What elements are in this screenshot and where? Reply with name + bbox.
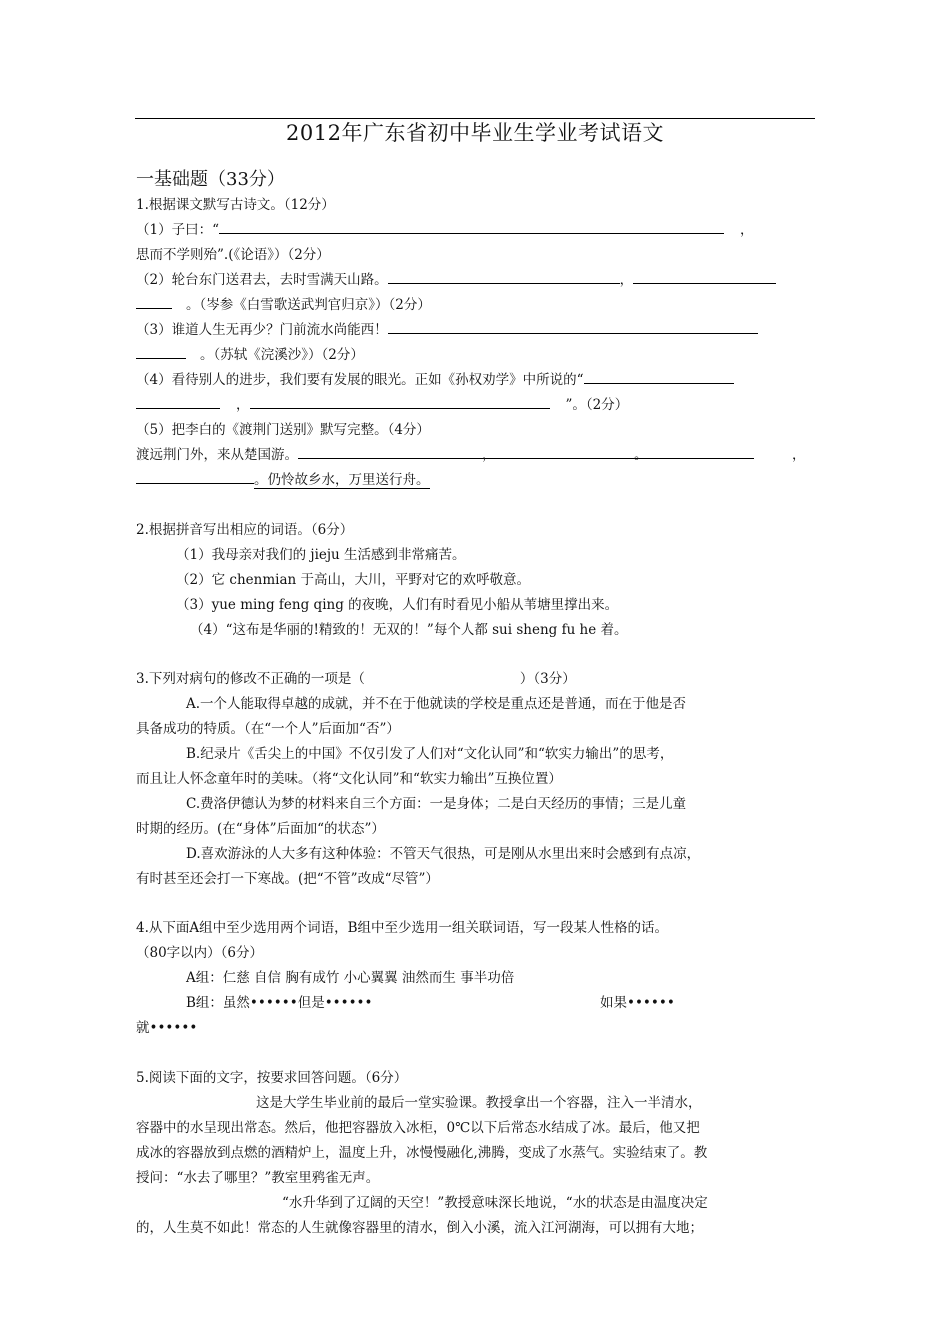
q4-heading: 4.从下面A组中至少选用两个词语，B组中至少选用一组关联词语，写一段某人性格的话。 bbox=[136, 920, 669, 936]
q4-group-b-3: 就•••••• bbox=[136, 1020, 198, 1036]
q2-heading: 2.根据拼音写出相应的词语。（6分） bbox=[136, 522, 354, 538]
answer-blank[interactable] bbox=[219, 219, 724, 234]
q1-item-4 bbox=[136, 369, 734, 391]
q1-item-5 bbox=[136, 444, 754, 466]
answer-blank[interactable] bbox=[388, 269, 620, 284]
q1-item-5-comma-2: ， bbox=[792, 447, 806, 463]
q3-option-b: B.纪录片《舌尖上的中国》不仅引发了人们对“文化认同”和“软实力输出”的思考， bbox=[186, 746, 674, 762]
answer-blank[interactable] bbox=[136, 294, 172, 309]
q1-item-3-cont bbox=[136, 344, 364, 366]
q5-heading: 5.阅读下面的文字，按要求回答问题。（6分） bbox=[136, 1070, 408, 1086]
q3-option-c-cont: 时期的经历。(在“身体”后面加“的状态”） bbox=[136, 821, 385, 837]
q4-heading-cont: （80字以内）（6分） bbox=[136, 945, 264, 961]
q5-para-1-line-1: 这是大学生毕业前的最后一堂实验课。教授拿出一个容器，注入一半清水， bbox=[256, 1095, 702, 1111]
q3-option-d: D.喜欢游泳的人大多有这种体验：不管天气很热，可是刚从水里出来时会感到有点凉， bbox=[186, 846, 701, 862]
q3-option-b-cont: 而且让人怀念童年时的美味。（将“文化认同”和“软实力输出”互换位置） bbox=[136, 771, 562, 787]
q1-item-1-text: （1）子曰：“ bbox=[136, 222, 219, 238]
q2-item-4: （4）“这布是华丽的!精致的！无双的！”每个人都 sui sheng fu he 着。 bbox=[190, 622, 628, 638]
q5-para-1-line-2: 容器中的水呈现出常态。然后，他把容器放入冰柜，0℃以下后常态水结成了冰。最后，他又把 bbox=[136, 1120, 700, 1136]
q5-para-2-line-1: “水升华到了辽阔的天空！”教授意味深长地说，“水的状态是由温度决定 bbox=[282, 1195, 708, 1211]
q1-item-5-text: 渡远荆门外，来从楚国游。 bbox=[136, 447, 298, 463]
q3-heading-text: 3.下列对病句的修改不正确的一项是（ bbox=[136, 671, 365, 687]
q3-option-a-cont: 具备成功的特质。（在“一个人”后面加“否”） bbox=[136, 721, 400, 737]
q4-group-b: B组：虽然••••••但是•••••• bbox=[186, 995, 373, 1011]
answer-blank[interactable] bbox=[633, 269, 776, 284]
q1-item-3-text: （3）谁道人生无再少？门前流水尚能西！ bbox=[136, 322, 388, 338]
q1-item-2-cont bbox=[136, 294, 431, 316]
q1-item-5-comma-1: ， bbox=[482, 447, 496, 463]
answer-blank[interactable] bbox=[388, 319, 758, 334]
q3-heading-points: ）（3分） bbox=[519, 671, 576, 687]
q5-para-1-line-3: 成冰的容器放到点燃的酒精炉上，温度上升，冰慢慢融化,沸腾，变成了水蒸气。实验结束了。教 bbox=[136, 1145, 708, 1161]
q3-option-c: C.费洛伊德认为梦的材料来自三个方面：一是身体；二是白天经历的事情；三是儿童 bbox=[186, 796, 687, 812]
q1-item-4-text: （4）看待别人的进步，我们要有发展的眼光。正如《孙权劝学》中所说的“ bbox=[136, 372, 584, 388]
q1-item-4-cont bbox=[136, 394, 628, 416]
answer-blank[interactable] bbox=[584, 369, 734, 384]
exam-title: 2012年广东省初中毕业生学业考试语文 bbox=[286, 121, 664, 145]
q1-heading: 1.根据课文默写古诗文。（12分） bbox=[136, 197, 335, 213]
q3-option-a: A.一个人能取得卓越的成就，并不在于他就读的学校是重点还是普通，而在于他是否 bbox=[186, 696, 687, 712]
q1-item-2-text: （2）轮台东门送君去，去时雪满天山路。 bbox=[136, 272, 388, 288]
q1-item-4-comma: ， bbox=[236, 397, 250, 413]
q1-item-2-comma: ， bbox=[619, 272, 634, 288]
q2-item-1: （1）我母亲对我们的 jieju 生活感到非常痛苦。 bbox=[176, 547, 466, 563]
q1-item-4-tail: ”。（2分） bbox=[565, 397, 629, 413]
q1-item-1 bbox=[136, 219, 754, 241]
q5-para-1-line-4: 授问：“水去了哪里？”教室里鸦雀无声。 bbox=[136, 1170, 380, 1186]
q1-item-5-period: 。 bbox=[634, 447, 648, 463]
q1-item-3 bbox=[136, 319, 758, 341]
section-heading: 一基础题（33分） bbox=[136, 169, 285, 190]
q3-option-d-cont: 有时甚至还会打一下寒战。(把“不管”改成“尽管”） bbox=[136, 871, 439, 887]
q1-item-1-tail: 思而不学则殆”.(《论语》）（2分） bbox=[136, 247, 330, 263]
answer-blank[interactable] bbox=[136, 344, 186, 359]
answer-blank[interactable] bbox=[136, 469, 254, 484]
q1-item-1-comma: ， bbox=[740, 222, 754, 238]
q1-item-2-tail: 。（岑参《白雪歌送武判官归京》）（2分） bbox=[186, 297, 431, 313]
q1-item-5-cont bbox=[136, 469, 430, 491]
answer-blank[interactable] bbox=[136, 394, 220, 409]
q1-item-2 bbox=[136, 269, 776, 291]
q4-group-a: A组：仁慈 自信 胸有成竹 小心翼翼 油然而生 事半功倍 bbox=[186, 970, 515, 986]
answer-blank[interactable] bbox=[250, 394, 550, 409]
q3-heading bbox=[136, 668, 576, 690]
q1-item-5-heading: （5）把李白的《渡荆门送别》默写完整。（4分） bbox=[136, 422, 430, 438]
q2-item-2: （2）它 chenmian 于高山，大川，平野对它的欢呼敬意。 bbox=[176, 572, 530, 588]
answer-blank[interactable] bbox=[298, 444, 754, 459]
q2-item-3: （3）yue ming feng qing 的夜晚，人们有时看见小船从苇塘里撑出来。 bbox=[176, 597, 619, 613]
q1-item-5-tail: 。仍怜故乡水，万里送行舟。 bbox=[254, 472, 430, 488]
q5-para-2-line-2: 的，人生莫不如此！常态的人生就像容器里的清水，倒入小溪，流入江河湖海，可以拥有大地； bbox=[136, 1220, 703, 1236]
q4-group-b-2: 如果•••••• bbox=[600, 995, 675, 1011]
q1-item-3-tail: 。（苏轼《浣溪沙》）（2分） bbox=[200, 347, 364, 363]
